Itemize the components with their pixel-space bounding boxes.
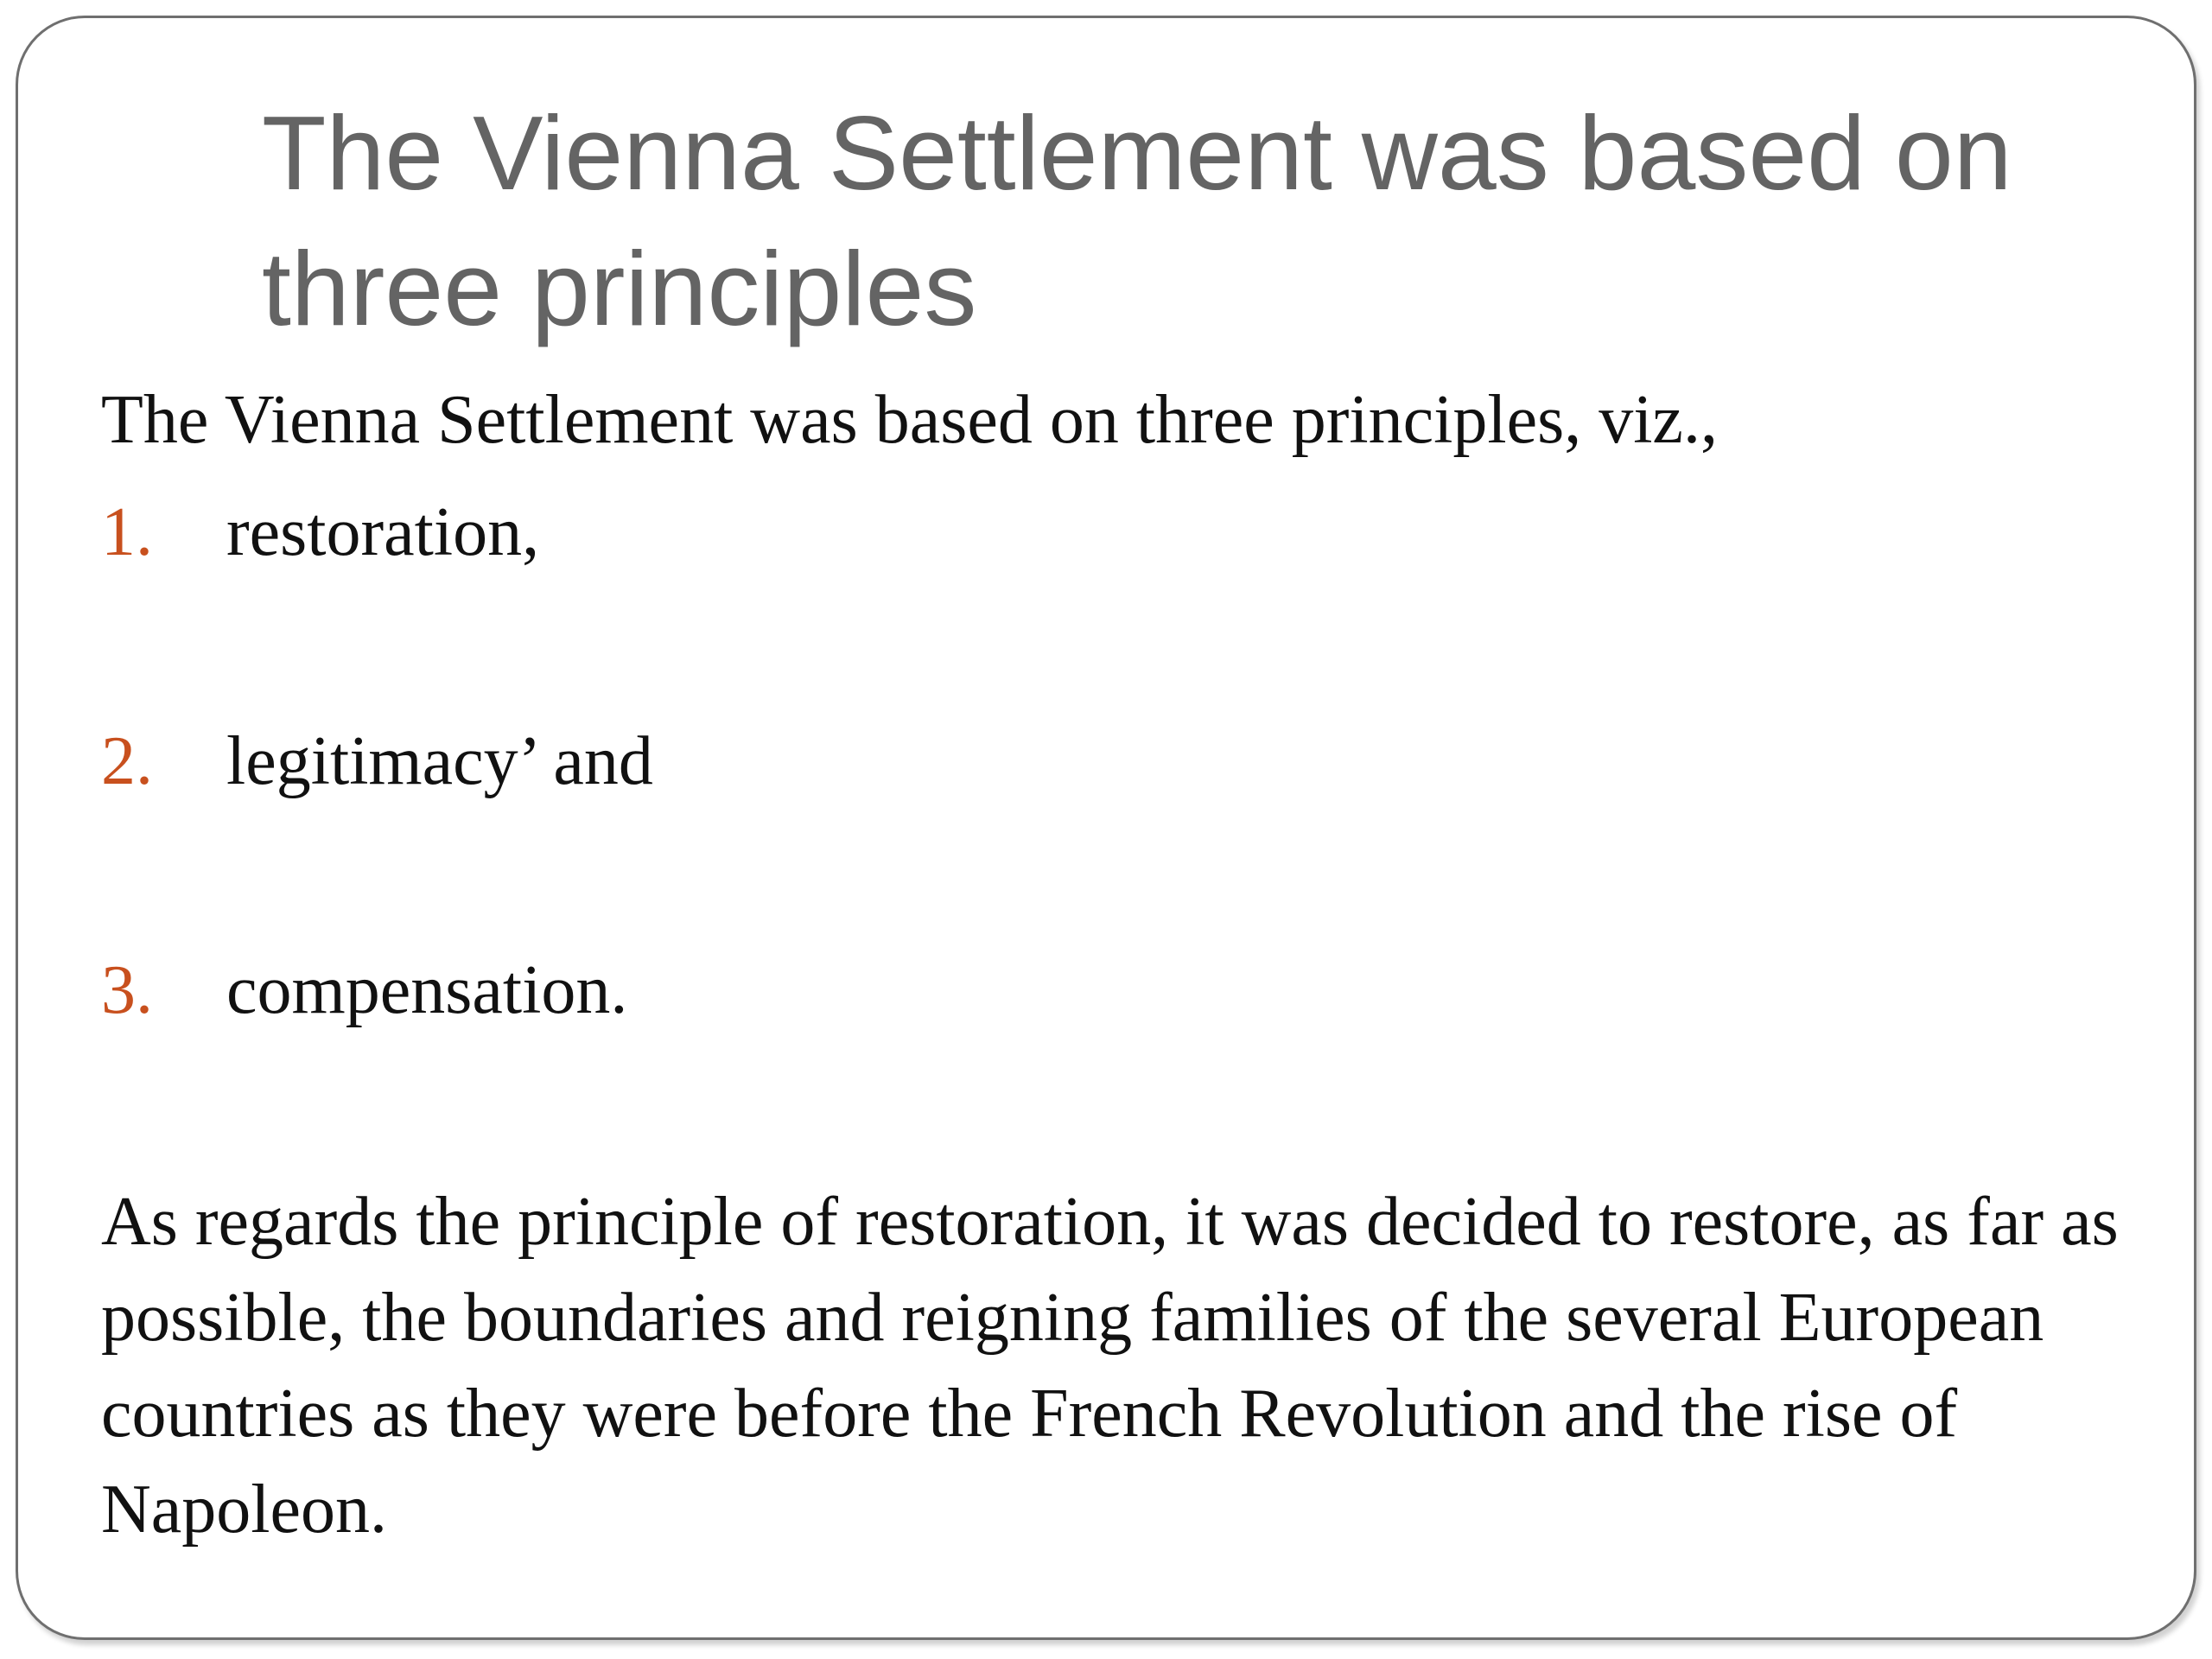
list-item-text: compensation. [226, 952, 628, 1028]
list-item-text: legitimacy’ and [226, 723, 653, 799]
principle-list [101, 485, 2088, 1172]
slide-title: The Vienna Settlement was based on three principles [262, 94, 2012, 347]
list-item-number: 2. [101, 723, 153, 799]
slide-frame [16, 16, 2196, 1640]
body-paragraph: As regards the principle of restoration, it was decided to restore, as far as possible, the boundaries and reigning families of the several European countries as they were before the French Revolution and the rise of Napoleon. [101, 1184, 2119, 1548]
list-item-number: 1. [101, 494, 153, 570]
list-item-number: 3. [101, 952, 153, 1028]
list-item [101, 485, 2088, 714]
list-item-text: restoration, [226, 494, 540, 570]
list-item [101, 943, 2088, 1172]
list-item [101, 714, 2088, 943]
intro-text: The Vienna Settlement was based on three principles, viz., [101, 382, 1718, 458]
